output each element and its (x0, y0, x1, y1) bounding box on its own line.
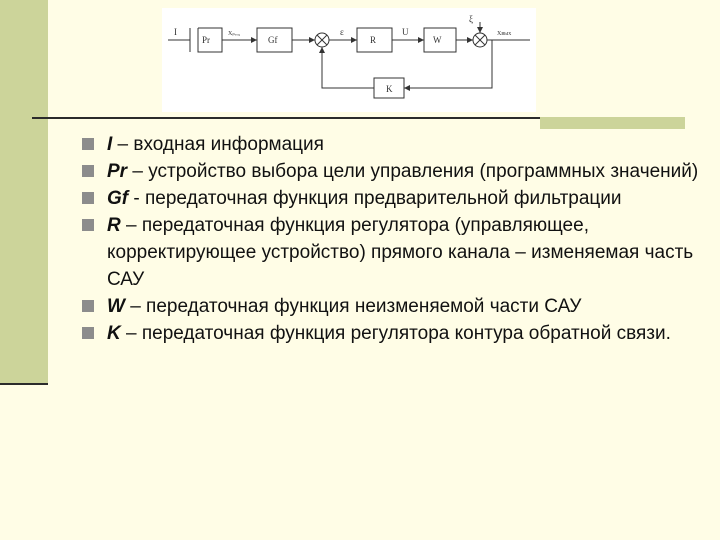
label-xi: ξ (469, 14, 474, 24)
label-xprog: Xₚᵣₒ₉ (228, 31, 241, 37)
list-item (82, 185, 702, 212)
item-text: - передаточная функция предварительной фильтрации (128, 188, 622, 209)
block-diagram (162, 8, 536, 112)
bullet-square-icon (82, 327, 94, 339)
side-divider-line (0, 383, 48, 385)
bullet-square-icon (82, 219, 94, 231)
divider-accent-bar (540, 117, 685, 129)
item-text: – передаточная функция регулятора контура обратной связи. (120, 323, 671, 344)
item-symbol: Gf (107, 188, 129, 209)
bullet-square-icon (82, 192, 94, 204)
feedback-left-line (322, 47, 374, 88)
label-k: K (386, 84, 393, 94)
list-item (82, 293, 702, 320)
item-symbol: I (107, 134, 113, 155)
block-diagram-svg (162, 8, 536, 112)
item-text: – передаточная функция регулятора (управляющее, корректирующее устройство) прямого канала – изменяемая часть САУ (107, 215, 694, 290)
bullet-square-icon (82, 300, 94, 312)
label-input: I (174, 27, 177, 37)
item-symbol: R (107, 215, 121, 236)
label-r: R (370, 35, 377, 45)
label-pr: Pr (202, 35, 211, 45)
label-eps: ε (340, 27, 344, 37)
item-text: – передаточная функция неизменяемой части САУ (124, 296, 582, 317)
bullet-square-icon (82, 138, 94, 150)
item-symbol: W (107, 296, 125, 317)
bullet-square-icon (82, 165, 94, 177)
side-accent-bar (0, 0, 48, 385)
list-item (82, 158, 702, 185)
item-text: – входная информация (112, 134, 324, 155)
list-item (82, 131, 702, 158)
item-text: – устройство выбора цели управления (программных значений) (127, 161, 699, 182)
list-item (82, 212, 702, 293)
item-symbol: K (107, 323, 121, 344)
item-symbol: Pr (107, 161, 128, 182)
list-item (82, 320, 702, 347)
label-u: U (402, 27, 409, 37)
definitions-list (82, 131, 702, 347)
label-xout: Xвых (497, 31, 512, 37)
label-w: W (433, 35, 442, 45)
title-divider-line (32, 117, 540, 119)
label-gf: Gf (268, 35, 278, 45)
